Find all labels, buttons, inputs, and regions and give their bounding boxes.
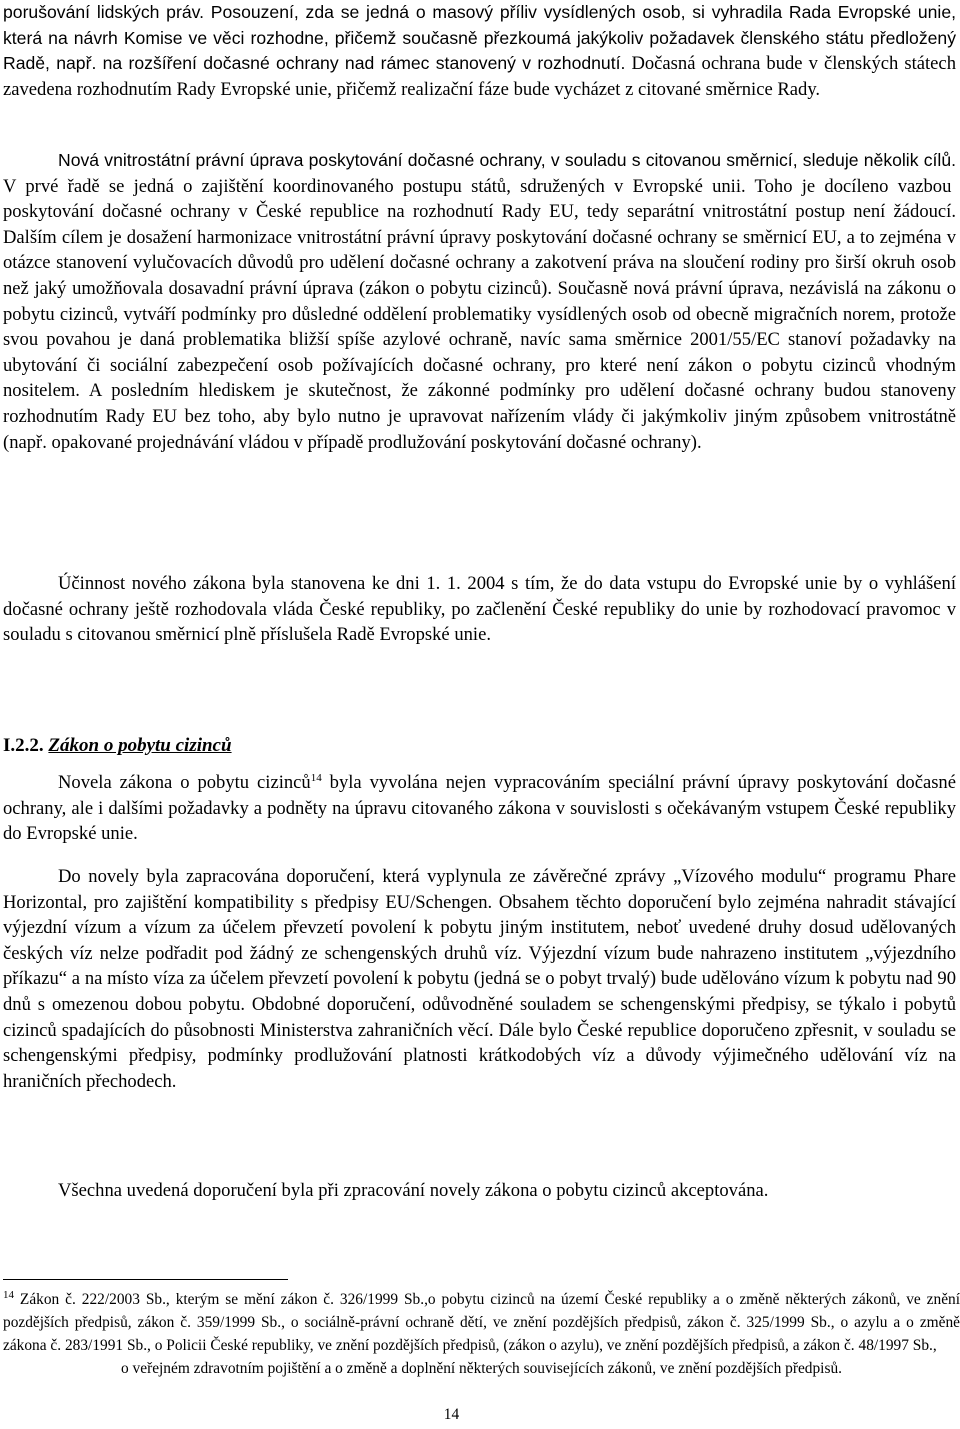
- paragraph-amendment: [3, 770, 956, 847]
- section-number: I.2.2.: [3, 735, 49, 756]
- footnote-marker: 14: [3, 1288, 14, 1301]
- paragraph-segment: byla vyvolána nejen vypracováním speciální právní úpravy poskytování dočasné ochrany, ale i dalšími požadavky a podněty na úpravu citovaného zákona v souvislosti s očekávaným vstupem České republiky do Evropské unie.: [3, 772, 956, 845]
- footnote-text: Zákon č. 222/2003 Sb., kterým se mění zákon č. 326/1999 Sb.,o pobytu cizinců na území České republiky a o změně některých zákonů, ve znění pozdějších předpisů, zákon č. 359/1999 Sb., o sociálně-právní ochraně dětí, ve znění pozdějších předpisů, zákon č. 325/1999 Sb., o azylu a o změně zákona č. 283/1991 Sb., o Policii České republiky, ve znění pozdějších předpisů, (zákon o azylu), ve znění pozdějších předpisů, a zákon č. 48/1997 Sb.,: [3, 1291, 960, 1354]
- paragraph-temporary-protection-council: [3, 0, 956, 102]
- paragraph-segment: Novela zákona o pobytu cizinců: [58, 772, 311, 793]
- section-title: Zákon o pobytu cizinců: [48, 735, 232, 756]
- paragraph-segment: porušování lidských práv. Posouzení, zda se jedná o masový příliv vysídlených osob, si vyhradila Rada Evropské unie, která na návrh Komise ve věci rozhodne, přičemž současně přezkoumá jakýkoliv požadavek členského státu předložený Radě, např. na rozšíření dočasné ochrany nad rámec stanovený v rozhodnutí.: [3, 2, 956, 74]
- paragraph-segment: Dočasná ochrana bude v členských státech zavedena rozhodnutím Rady Evropské unie, přičemž realizační fáze bude vycházet z citované směrnice Rady.: [3, 53, 956, 100]
- paragraph-recommendations-accepted: Všechna uvedená doporučení byla při zpracování novely zákona o pobytu cizinců akceptována.: [58, 1180, 769, 1201]
- footnote-last-line: o veřejném zdravotním pojištění a o změně a doplnění některých souvisejících zákonů, ve znění pozdějších předpisů.: [121, 1360, 842, 1377]
- footnote: [3, 1288, 960, 1380]
- paragraph-visa-module-recommendations: Do novely byla zapracována doporučení, která vyplynula ze závěrečné zprávy „Vízového modulu“ programu Phare Horizontal, pro zajištění kompatibility s předpisy EU/Schengen. Obsahem těchto doporučení bylo zejména nahradit stávající výjezdní vízum a vízum za účelem převzetí povolení k pobytu jiným institutem, neboť uvedené druhy dosud udělovaných českých víz nelze podřadit pod žádný ze schengenských druhů víz. Výjezdní vízum bude nahrazeno institutem „výjezdního příkazu“ a na místo víza za účelem převzetí povolení k pobytu (jedná se o pobyt trvalý) bude udělováno vízum k pobytu nad 90 dnů s omezenou dobou pobytu. Obdobné doporučení, odůvodněné souladem se schengenskými předpisy, se týkalo i pobytů cizinců spadajících do působnosti Ministerstva zahraničních věcí. Dále bylo České republice doporučeno zpřesnit, v souladu se schengenskými předpisy, podmínky prodlužování platnosti krátkodobých víz a důvody výjimečného udělování víz na hraničních přechodech.: [3, 866, 956, 1092]
- paragraph-effective-date: Účinnost nového zákona byla stanovena ke dni 1. 1. 2004 s tím, že do data vstupu do Evropské unie by o vyhlášení dočasné ochrany ještě rozhodovala vláda České republiky, po začlenění České republiky do unie by rozhodovací pravomoc v souladu s citovanou směrnicí plně příslušela Radě Evropské unie.: [3, 573, 956, 646]
- paragraph-national-legislation-goals: [3, 148, 956, 455]
- page-number: 14: [443, 1406, 460, 1423]
- paragraph-segment: Nová vnitrostátní právní úprava poskytování dočasné ochrany, v souladu s citovanou směrnicí, sleduje několik cílů.: [58, 150, 956, 170]
- footnote-reference[interactable]: 14: [310, 771, 322, 784]
- footnote-separator: [3, 1279, 288, 1280]
- paragraph-segment: V prvé řadě se jedná o zajištění koordinovaného postupu států, sdružených v Evropské unii. Toho je docíleno vazbou poskytování dočasné ochrany v České republice na rozhodnutí Rady EU, tedy separátní vnitrostátní postup není žádoucí. Dalším cílem je dosažení harmonizace vnitrostátní právní úpravy poskytování dočasné ochrany se směrnicí EU, a to zejména v otázce stanovení vylučovacích důvodů pro udělení dočasné ochrany a zakotvení práva na sloučení rodiny pro širší okruh osob než jaký umožňovala dosavadní právní úprava (zákon o pobytu cizinců). Současně nová právní úprava, nezávislá na zákonu o pobytu cizinců, vytváří podmínky pro důsledné oddělení problematiky vysídlených osob od obecně migračních norem, protože svou povahou je daná problematika bližší spíše azylové ochraně, navíc sama směrnice 2001/55/EC stanoví požadavky na ubytování či sociální zabezpečení osob požívajících dočasné ochrany, pro které není zákon o pobytu cizinců vhodným nositelem. A posledním hlediskem je skutečnost, že zákonné podmínky pro udělení dočasné ochrany budou stanoveny rozhodnutím Rady EU bez toho, aby bylo nutno je upravovat nařízením vlády či jakýmkoliv jiným způsobem vnitrostátně (např. opakované projednávání vládou v případě prodlužování poskytování dočasné ochrany).: [3, 175, 956, 453]
- section-heading: [3, 733, 232, 759]
